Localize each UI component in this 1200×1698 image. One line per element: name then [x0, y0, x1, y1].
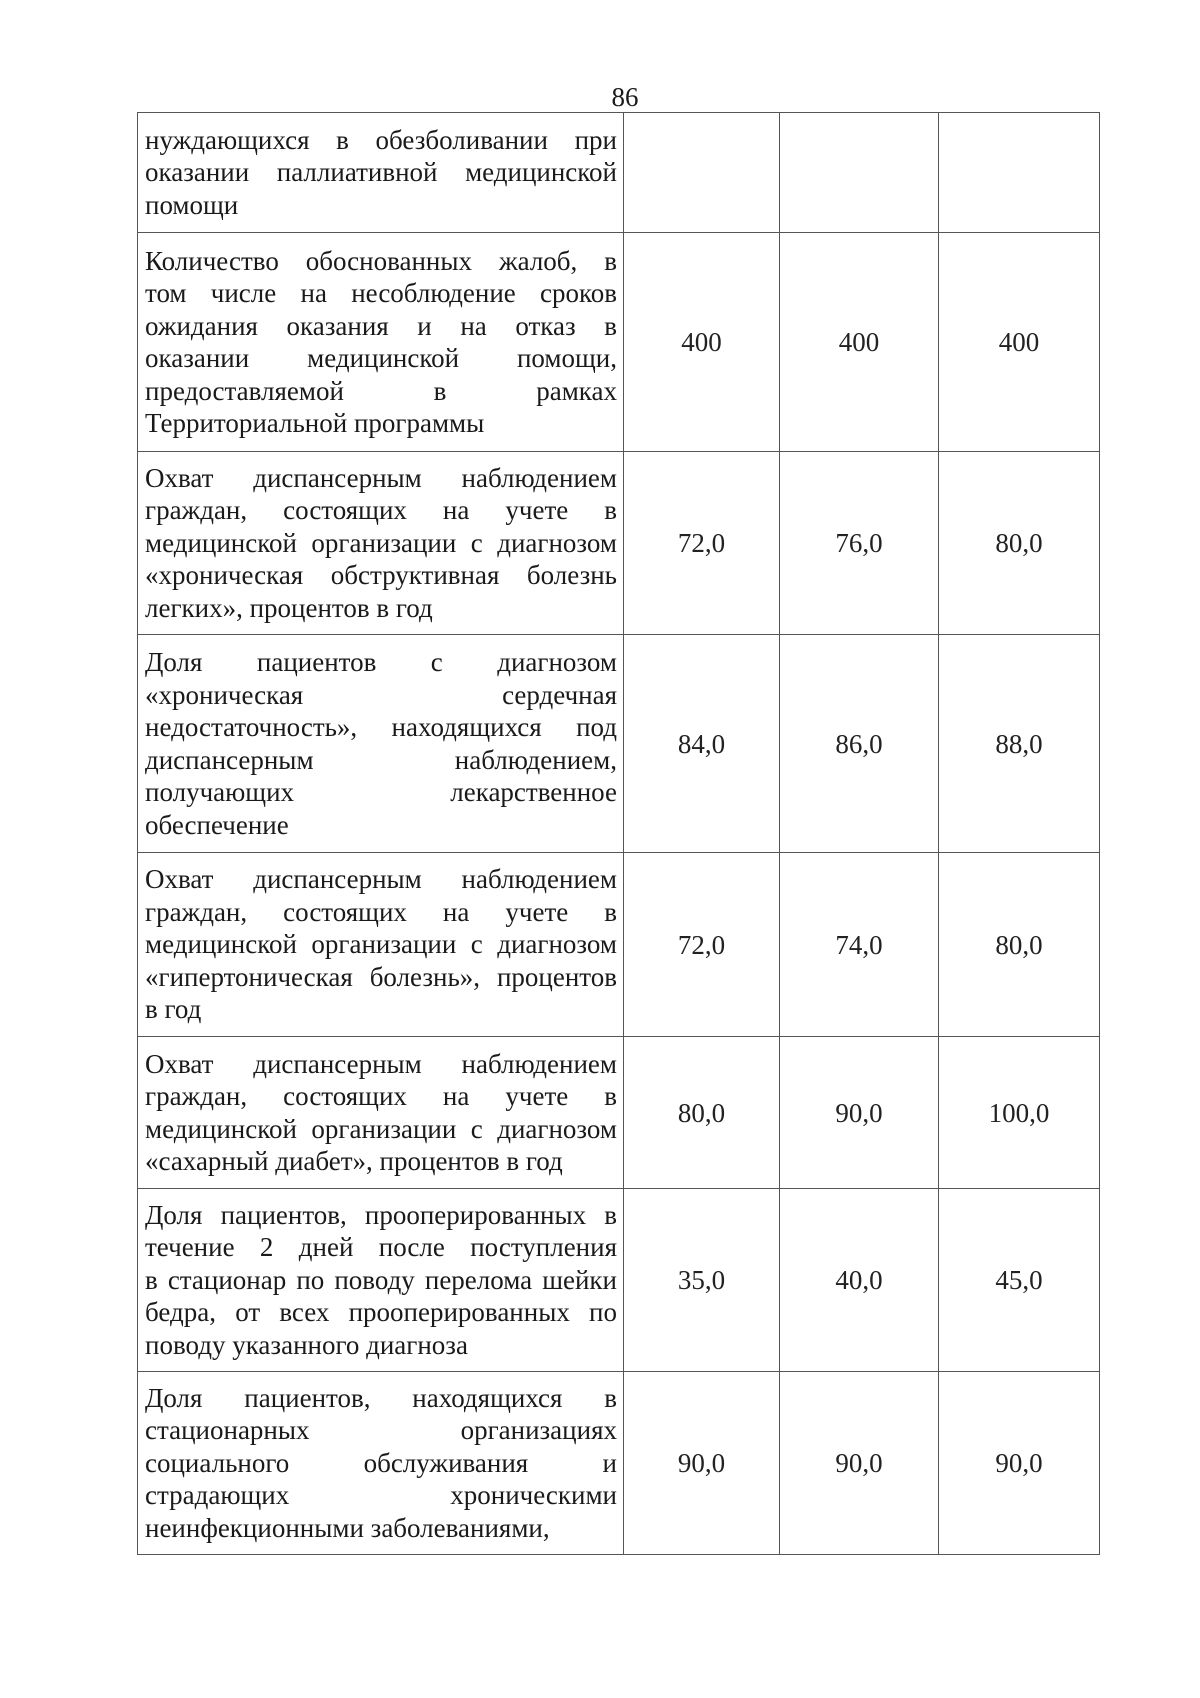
value-cell-year-1: 90,0 [624, 1372, 780, 1555]
description-line: получающих лекарственное [145, 777, 617, 807]
description-line: поводу указанного диагноза [145, 1329, 468, 1360]
table-body [138, 113, 1100, 1555]
description-line: граждан, состоящих на учете в [145, 495, 617, 526]
description-line: бедра, от всех прооперированных по [145, 1297, 617, 1328]
table-row [138, 233, 1100, 452]
description-line: Доля пациентов с диагнозом [145, 647, 617, 677]
value-cell-year-2: 86,0 [780, 635, 939, 853]
value-cell-year-3: 90,0 [939, 1372, 1100, 1555]
indicator-description [138, 113, 624, 233]
indicator-description [138, 233, 624, 452]
value-cell-year-3: 45,0 [939, 1189, 1100, 1372]
value-cell-year-3: 88,0 [939, 635, 1100, 853]
indicators-table [137, 112, 1100, 1555]
table-row [138, 113, 1100, 233]
description-line: недостаточность», находящихся под [145, 712, 617, 742]
description-line: оказании медицинской помощи, [145, 343, 617, 373]
value-cell-year-3: 80,0 [939, 452, 1100, 635]
description-line: «сахарный диабет», процентов в год [145, 1146, 563, 1176]
description-line: Доля пациентов, прооперированных в [145, 1199, 617, 1230]
indicator-description [138, 635, 624, 853]
table-row [138, 1372, 1100, 1555]
value-cell-year-1 [624, 113, 780, 233]
description-line: в год [145, 994, 202, 1025]
page-number: 86 [611, 82, 639, 112]
description-line: оказании паллиативной медицинской [145, 157, 617, 188]
value-cell-year-2: 74,0 [780, 853, 939, 1037]
description-line: медицинской организации с диагнозом [145, 1113, 617, 1144]
value-cell-year-1: 35,0 [624, 1189, 780, 1372]
indicator-description [138, 1189, 624, 1372]
description-line: граждан, состоящих на учете в [145, 1081, 617, 1111]
value-cell-year-3: 400 [939, 233, 1100, 452]
indicator-description [138, 1037, 624, 1189]
indicator-description [138, 452, 624, 635]
description-line: предоставляемой в рамках [145, 375, 617, 406]
description-line: ожидания оказания и на отказ в [145, 310, 617, 341]
value-cell-year-2: 90,0 [780, 1372, 939, 1555]
description-line: течение 2 дней после поступления [145, 1232, 617, 1263]
description-line: легких», процентов в год [145, 592, 433, 623]
value-cell-year-1: 80,0 [624, 1037, 780, 1189]
value-cell-year-3: 80,0 [939, 853, 1100, 1037]
value-cell-year-2: 40,0 [780, 1189, 939, 1372]
description-line: Количество обоснованных жалоб, в [145, 245, 617, 276]
table-row [138, 1189, 1100, 1372]
description-line: помощи [145, 189, 239, 220]
description-line: том числе на несоблюдение сроков [145, 278, 617, 308]
description-line: медицинской организации с диагнозом [145, 527, 617, 558]
description-line: Доля пациентов, находящихся в [145, 1382, 617, 1413]
description-line: «хроническая обструктивная болезнь [145, 560, 617, 591]
description-line: стационарных организациях [145, 1415, 617, 1446]
description-line: Охват диспансерным наблюдением [145, 1048, 617, 1079]
indicator-description [138, 1372, 624, 1555]
table-row [138, 1037, 1100, 1189]
description-line: неинфекционными заболеваниями, [145, 1512, 550, 1543]
description-line: диспансерным наблюдением, [145, 744, 617, 775]
value-cell-year-3 [939, 113, 1100, 233]
value-cell-year-2: 90,0 [780, 1037, 939, 1189]
description-line: Охват диспансерным наблюдением [145, 462, 617, 493]
description-line: страдающих хроническими [145, 1480, 617, 1511]
value-cell-year-3: 100,0 [939, 1037, 1100, 1189]
description-line: медицинской организации с диагнозом [145, 929, 617, 960]
value-cell-year-2: 76,0 [780, 452, 939, 635]
value-cell-year-1: 400 [624, 233, 780, 452]
value-cell-year-2 [780, 113, 939, 233]
description-line: Территориальной программы [145, 408, 485, 438]
table-row [138, 452, 1100, 635]
description-line: Охват диспансерным наблюдением [145, 864, 617, 895]
value-cell-year-2: 400 [780, 233, 939, 452]
description-line: нуждающихся в обезболивании при [145, 124, 617, 155]
description-line: граждан, состоящих на учете в [145, 896, 617, 927]
table-row [138, 635, 1100, 853]
description-line: в стационар по поводу перелома шейки [145, 1264, 617, 1295]
description-line: социального обслуживания и [145, 1447, 617, 1478]
indicator-description [138, 853, 624, 1037]
description-line: обеспечение [145, 809, 289, 840]
description-line: «хроническая сердечная [145, 679, 617, 710]
value-cell-year-1: 84,0 [624, 635, 780, 853]
description-line: «гипертоническая болезнь», процентов [145, 961, 617, 992]
value-cell-year-1: 72,0 [624, 452, 780, 635]
value-cell-year-1: 72,0 [624, 853, 780, 1037]
table-row [138, 853, 1100, 1037]
